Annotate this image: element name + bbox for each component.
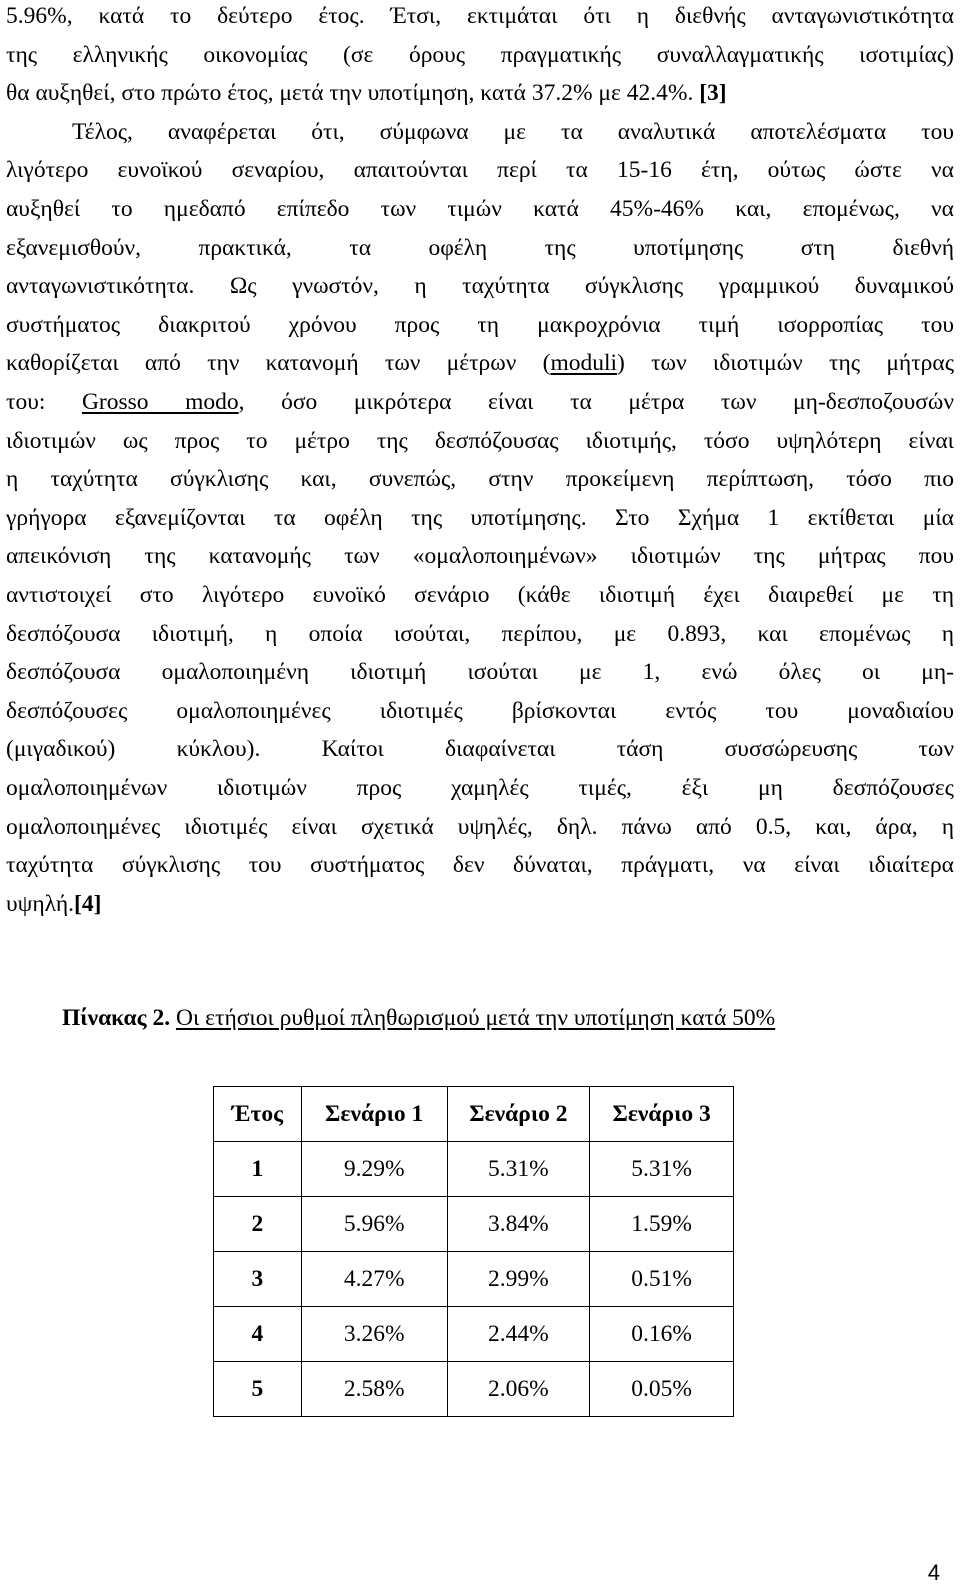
header-year: Έτος — [214, 1087, 302, 1142]
cell-value: 2.99% — [447, 1252, 590, 1307]
table-row — [214, 1197, 734, 1252]
table-row — [214, 1142, 734, 1197]
text-line: ομαλοποιημένων ιδιοτιμών προς χαμηλές τιμές, έξι μη δεσπόζουσες — [6, 775, 954, 801]
cell-value: 3.84% — [447, 1197, 590, 1252]
text-line: συστήματος διακριτού χρόνου προς τη μακροχρόνια τιμή ισορροπίας του — [6, 311, 954, 338]
header-scenario-3: Σενάριο 3 — [590, 1087, 734, 1142]
text-line: απεικόνιση της κατανομής των «ομαλοποιημένων» ιδιοτιμών της μήτρας που — [6, 543, 954, 570]
line-text: του: — [6, 389, 82, 415]
page-number: 4 — [927, 1560, 940, 1585]
line-text: καθορίζεται από την κατανομή των μέτρων ( — [6, 350, 551, 377]
table-caption-text: Οι ετήσιοι ρυθμοί πληθωρισμού μετά την υποτίμηση κατά 50% — [175, 1005, 776, 1031]
cell-value: 4.27% — [301, 1252, 447, 1307]
cell-year: 4 — [214, 1307, 302, 1362]
cell-value: 0.51% — [590, 1252, 734, 1307]
text-line: λιγότερο ευνοϊκού σεναρίου, απαιτούνται περί τα 15-16 έτη, ούτως ώστε να — [6, 157, 954, 184]
cell-year: 2 — [214, 1197, 302, 1252]
table-caption — [62, 1002, 775, 1034]
cell-year: 5 — [214, 1362, 302, 1417]
cell-year: 3 — [214, 1252, 302, 1307]
text-line: της ελληνικής οικονομίας (σε όρους πραγματικής συναλλαγματικής ισοτιμίας) — [6, 41, 954, 68]
inflation-table — [213, 1086, 734, 1417]
text-line: εξανεμισθούν, πρακτικά, τα οφέλη της υποτίμησης στη διεθνή — [6, 234, 954, 261]
cell-value: 0.16% — [590, 1307, 734, 1362]
cell-value: 2.44% — [447, 1307, 590, 1362]
cell-value: 3.26% — [301, 1307, 447, 1362]
text-line: δεσπόζουσα ιδιοτιμή, η οποία ισούται, περίπου, με 0.893, και επομένως η — [6, 620, 954, 647]
text-line: ανταγωνιστικότητα. Ως γνωστόν, η ταχύτητα σύγκλισης γραμμικού δυναμικού — [6, 273, 954, 300]
header-scenario-2: Σενάριο 2 — [447, 1087, 590, 1142]
text-line: δεσπόζουσα ομαλοποιημένη ιδιοτιμή ισούται με 1, ενώ όλες οι μη- — [6, 659, 954, 686]
cell-value: 5.31% — [447, 1142, 590, 1197]
line-text: ) των ιδιοτιμών της μήτρας — [617, 350, 954, 377]
table-header-row — [214, 1087, 734, 1142]
line-text: , όσο μικρότερα είναι τα μέτρα των μη-δεσποζουσών — [238, 389, 954, 415]
cell-value: 2.06% — [447, 1362, 590, 1417]
text-line: ιδιοτιμών ως προς το μέτρο της δεσπόζουσας ιδιοτιμής, τόσο υψηλότερη είναι — [6, 427, 954, 454]
header-scenario-1: Σενάριο 1 — [301, 1087, 447, 1142]
cell-year: 1 — [214, 1142, 302, 1197]
table-row — [214, 1252, 734, 1307]
text-line — [6, 347, 954, 379]
text-line: Τέλος, αναφέρεται ότι, σύμφωνα με τα αναλυτικά αποτελέσματα του — [72, 118, 954, 145]
text-line — [6, 888, 954, 920]
citation-ref[interactable]: [3] — [699, 80, 727, 107]
text-line: δεσπόζουσες ομαλοποιημένες ιδιοτιμές βρίσκονται εντός του μοναδιαίου — [6, 697, 954, 724]
cell-value: 9.29% — [301, 1142, 447, 1197]
text-line: αυξηθεί το ημεδαπό επίπεδο των τιμών κατά 45%-46% και, επομένως, να — [6, 196, 954, 222]
table-row — [214, 1362, 734, 1417]
text-line — [6, 77, 954, 109]
citation-ref[interactable]: [4] — [74, 890, 102, 917]
underlined-term: moduli — [550, 350, 618, 377]
table-caption-label: Πίνακας 2. — [62, 1005, 171, 1031]
text-line: αντιστοιχεί στο λιγότερο ευνοϊκό σενάριο (κάθε ιδιοτιμή έχει διαιρεθεί με τη — [6, 582, 954, 608]
cell-value: 1.59% — [590, 1197, 734, 1252]
line-text: υψηλή. — [6, 890, 74, 917]
text-line: γρήγορα εξανεμίζονται τα οφέλη της υποτίμησης. Στο Σχήμα 1 εκτίθεται μία — [6, 504, 954, 531]
cell-value: 2.58% — [301, 1362, 447, 1417]
text-line: η ταχύτητα σύγκλισης και, συνεπώς, στην προκείμενη περίπτωση, τόσο πιο — [6, 466, 954, 493]
text-line — [6, 386, 954, 418]
cell-value: 5.31% — [590, 1142, 734, 1197]
underlined-term: Grosso modo — [81, 389, 239, 415]
table-row — [214, 1307, 734, 1362]
cell-value: 0.05% — [590, 1362, 734, 1417]
text-line: ταχύτητα σύγκλισης του συστήματος δεν δύναται, πράγματι, να είναι ιδιαίτερα — [6, 852, 954, 879]
cell-value: 5.96% — [301, 1197, 447, 1252]
text-line: (μιγαδικού) κύκλου). Καίτοι διαφαίνεται τάση συσσώρευσης των — [6, 736, 954, 763]
line-text: θα αυξηθεί, στο πρώτο έτος, μετά την υποτίμηση, κατά 37.2% με 42.4%. — [6, 80, 700, 107]
text-line: ομαλοποιημένες ιδιοτιμές είναι σχετικά υψηλές, δηλ. πάνω από 0.5, και, άρα, η — [6, 813, 954, 840]
text-line: 5.96%, κατά το δεύτερο έτος. Έτσι, εκτιμάται ότι η διεθνής ανταγωνιστικότητα — [6, 3, 954, 29]
